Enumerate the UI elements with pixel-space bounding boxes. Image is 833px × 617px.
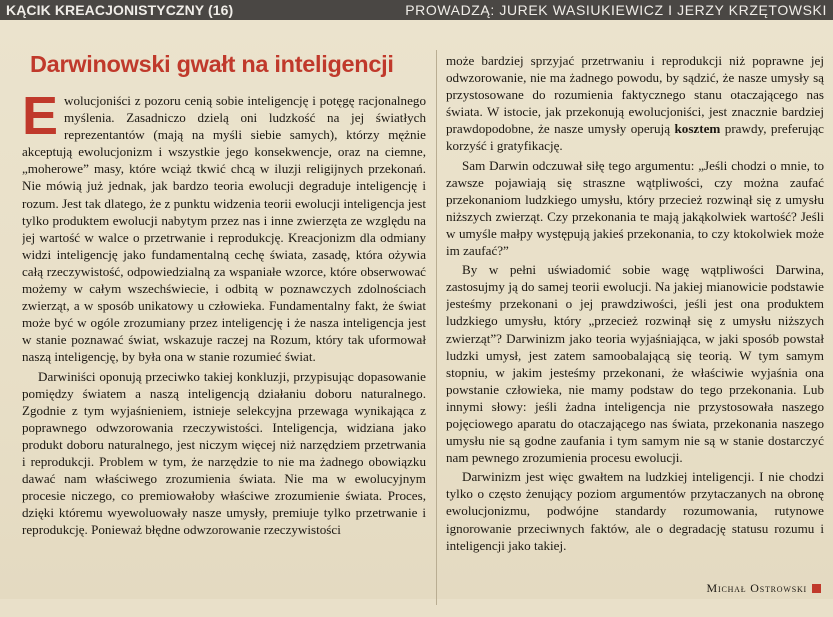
end-square-icon — [812, 584, 821, 593]
bold-word: kosztem — [674, 121, 721, 137]
article-title: Darwinowski gwałt na inteligencji — [30, 51, 394, 77]
header-bar — [0, 0, 833, 20]
article-page — [0, 20, 833, 599]
paragraph-3 — [446, 52, 824, 155]
left-column — [22, 92, 426, 617]
column-divider — [436, 50, 437, 605]
paragraph-3-text-b: prawdy, preferując korzyść i gratyfikację. — [446, 121, 824, 154]
paragraph-4: Sam Darwin odczuwał siłę tego argumentu: „Jeśli chodzi o mnie, to zawsze pojawiają się straszne wątpliwości, czy można zaufać przekonaniom ludzkiego umysłu, który przecież rozwinął się z umysłu niższych zwierząt. Czy przekonania te mają jakąkolwiek wartość? Jeśli w umyśle małpy występują jakieś przekonania, to czy ktokolwiek może im zaufać?” — [446, 157, 824, 259]
drop-cap: E — [22, 92, 59, 146]
paragraph-2: Darwiniści oponują przeciwko takiej konkluzji, przypisując dopasowanie pomiędzy światem a naszą inteligencją działaniu doboru naturalnego. Zgodnie z tym wyjaśnieniem, istnieje selekcyjna przewaga wynikająca z poprawnego odwzorowania rzeczywistości. Inteligencja, widziana jako produkt doboru naturalnego, jest niczym więcej niż narzędziem przetrwania i reprodukcji. Problem w tym, że narzędzie to nie ma żadnego obowiązku dawać nam właściwego zrozumienia świata. Nie ma w ewolucyjnym procesie niczego, co premiowałoby właściwe zrozumienie świata. Proces, dzięki któremu wyewoluowały nasze umysły, premiuje tylko przetrwanie i reprodukcję. Ponieważ błędne odwzorowanie rzeczywistości — [22, 368, 426, 538]
hosts-line: PROWADZĄ: JUREK WASIUKIEWICZ I JERZY KRZĘTOWSKI — [405, 2, 827, 18]
paragraph-5: By w pełni uświadomić sobie wagę wątpliwości Darwina, zastosujmy ją do samej teorii ewolucji. Na jakiej mianowicie podstawie jesteśmy przekonani o jej prawdziwości, jeśli jest ona produktem ludzkiego umysłu, który „przecież rozwinął się z umysłu niższych zwierząt”? Darwinizm jako teoria wyjaśniająca, w jaki sposób powstał ludzki umysł, jest zatem samoobalającą się teorią. W tym samym stopniu, w jakim jesteśmy przekonani, że właściwie wyjaśnia ona powstanie człowieka, nie mamy podstaw do tego przekonania. Lub innymi słowy: jeśli żadna inteligencja nie przystosowała naszego pojęciowego aparatu do otaczającego nas świata, przekonania naszego umysłu nie są godne zaufania i tym samym nie są w stanie dostarczyć nam pewnego zrozumienia procesu ewolucji. — [446, 262, 824, 466]
paragraph-3-text-a: może bardziej sprzyjać przetrwaniu i reprodukcji niż poprawne jej odwzorowanie, nie ma żadnego powodu, by sądzić, że nasze umysły są przystosowane do rozumienia faktycznego stanu otaczającego nas świata. W istocie, jak przekonują ewolucjoniści, jest znacznie bardziej prawdopodobne, że nasze umysły operują — [446, 53, 824, 137]
right-column — [446, 52, 824, 597]
paragraph-1-text: wolucjoniści z pozoru cenią sobie inteligencję i potęgę racjonalnego myślenia. Zasadniczo dzielą oni ludzkość na jej światłych reprezentantów (mają na myśli siebie samych), którzy mężnie akceptują ewolucjonizm i wszystkie jego konsekwencje, oraz na ciemne, „moherowe” masy, które wciąż tkwić chcą w iluzji religijnych przekonań. Nie mówią już jednak, jak bardzo teoria ewolucji degraduje inteligencję i rozum. Jest tak dlatego, że z punktu widzenia teorii ewolucji inteligencja jest tylko produktem ewolucji nabytym przez nas i inne zwierzęta ze względu na jej wartość w walce o przetrwanie i reprodukcję. Kreacjonizm dla odmiany widzi inteligencję jako fundamentalną cechę świata, zasadę, która ożywia całą rzeczywistość, odpowiedzialną za wspaniałe wzorce, które obserwować możemy w całym wszechświecie, i odbitą w poznawczych zdolnościach zwierząt, a w sposób unikatowy u człowieka. Fundamentalny fakt, że świat może być w ogóle zrozumiany przez inteligencję i że nasza inteligencja jest w stanie poznawać świat, wskazuje raczej na Rozum, który tak uformował naszą inteligencję, by była ona w stanie rozumieć świat. — [22, 93, 426, 365]
author-byline — [707, 581, 821, 596]
paragraph-1 — [22, 92, 426, 366]
paragraph-6: Darwinizm jest więc gwałtem na ludzkiej inteligencji. I nie chodzi tylko o często żenujący poziom argumentów przytaczanych na obronę ewolucjonizmu, podwójne standardy rozumowania, rutynowe ignorowanie przeciwnych faktów, ale o degradację statusu rozumu i inteligencji jako takiej. — [446, 469, 824, 553]
section-title: KĄCIK KREACJONISTYCZNY (16) — [6, 2, 234, 18]
author-name: Michał Ostrowski — [706, 581, 807, 595]
